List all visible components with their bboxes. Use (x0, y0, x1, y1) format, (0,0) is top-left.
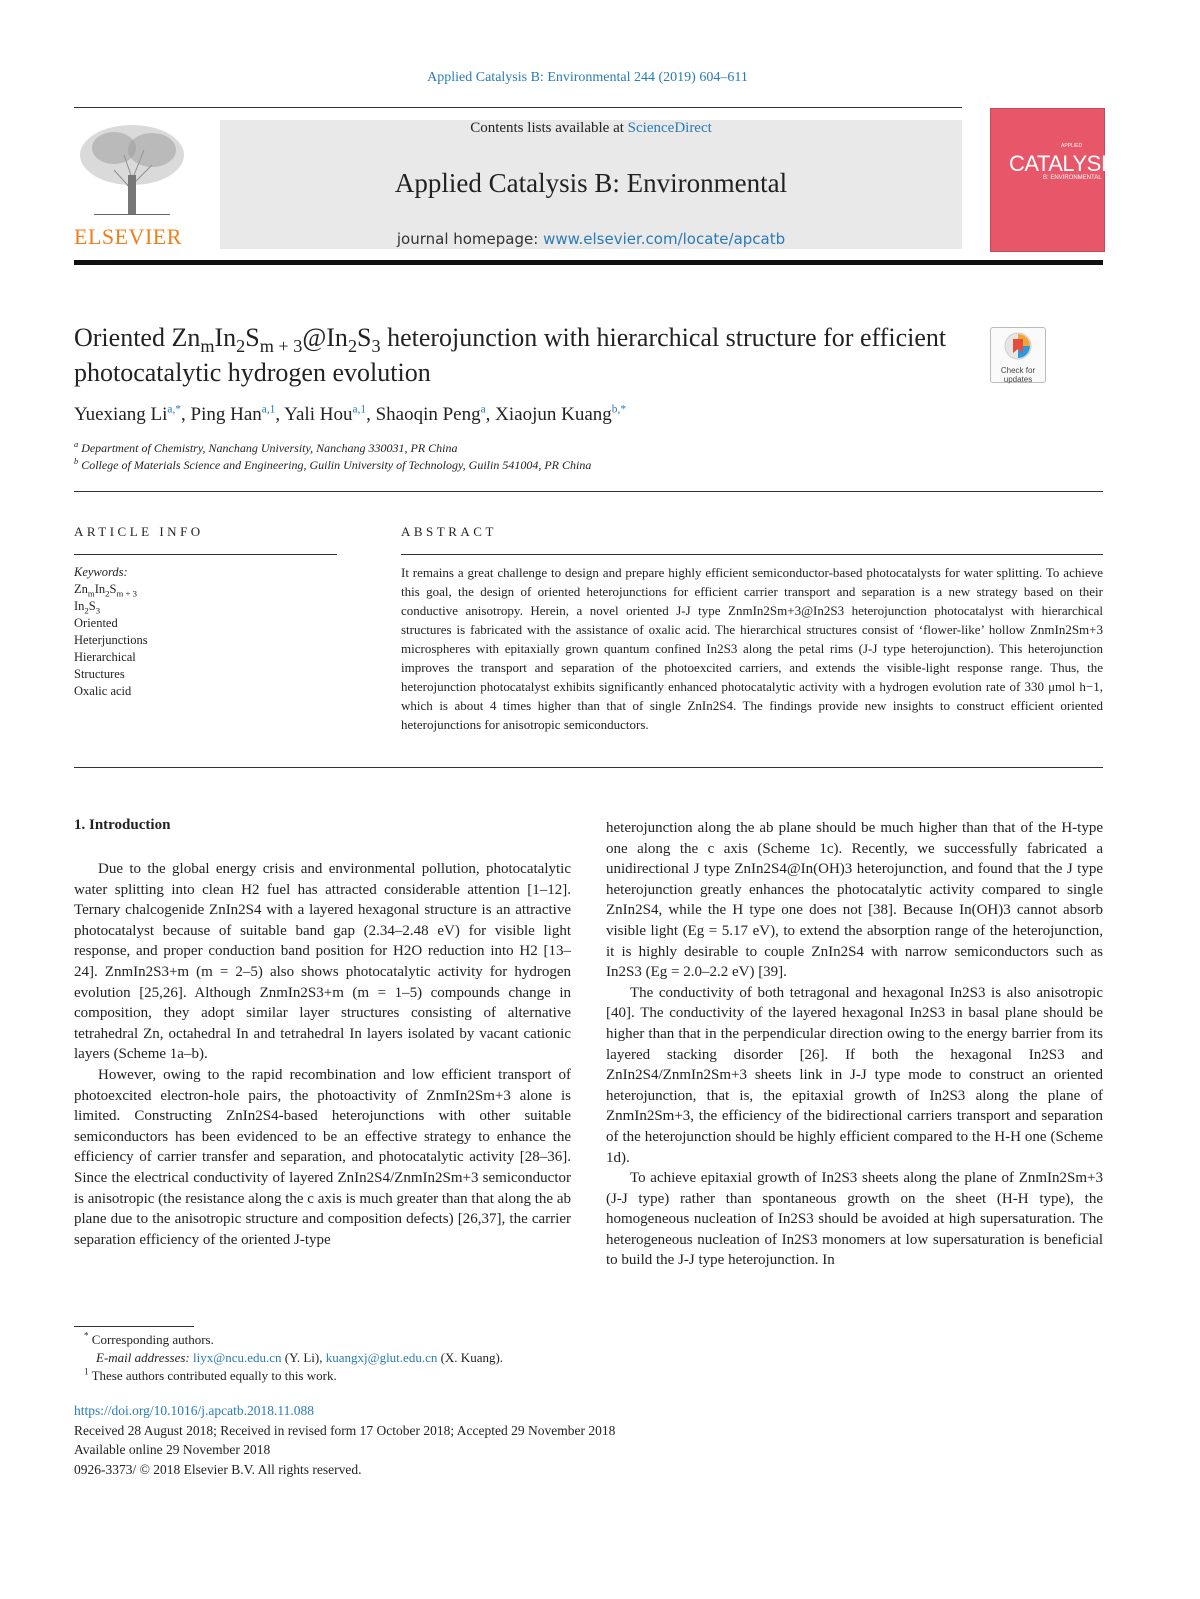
body-column-left (74, 859, 571, 1250)
journal-cover[interactable] (990, 108, 1121, 252)
affiliation-rule (74, 491, 1103, 492)
publication-history: Received 28 August 2018; Received in revised form 17 October 2018; Accepted 29 November 2018 (74, 1422, 616, 1438)
sciencedirect-link[interactable]: ScienceDirect (627, 120, 712, 136)
keyword: Structures (74, 667, 125, 681)
keyword: Oxalic acid (74, 684, 132, 698)
keyword: Oriented (74, 616, 118, 630)
keyword: $Zn_mIn_2S_{m + 3}$ (74, 582, 137, 599)
header-thick-rule (74, 260, 1103, 265)
badge-line1: Check for (1000, 366, 1036, 375)
publisher-wordmark: ELSEVIER (74, 224, 182, 249)
author-name[interactable]: Yali Hou (284, 404, 353, 425)
badge-line2: updates (1003, 375, 1033, 384)
email-link[interactable]: liyx@ncu.edu.cn (193, 1350, 282, 1365)
cover-applied-text: APPLIED (1061, 143, 1083, 149)
keyword: Heterjunctions (74, 633, 148, 647)
journal-name: Applied Catalysis B: Environmental (394, 168, 788, 198)
abstract-text: It remains a great challenge to design and prepare highly efficient semiconductor-based photocatalysts for water splitting. To achieve this goal, the design of oriented heterojunctions for efficient carrier transport and separation is a new strategy based on their conductive anisotropy. Herein, a novel oriented J-J type ZnmIn2Sm+3@In2S3 heterojunction photocatalyst with hierarchical structures is fabricated with the assistance of oxalic acid. The hierarchical structures consist of ‘flower-like’ hollow ZnmIn2Sm+3 microspheres with epitaxially grown quantum confined In2S3 along the petal rims (J-J type heterojunction). This heterojunction improves the transport and separation of the photoexcited carriers, and extends the visible-light response range. Thus, the heterojunction photocatalyst exhibits significantly enhanced photocatalytic activity with a hydrogen evolution rate of 330 μmol h−1, which is about 4 times higher than that of single ZnIn2S4. The findings provide new insights to construct efficient oriented heterojunctions for anisotropic semiconductors. (401, 565, 1103, 732)
section-heading: 1. Introduction (74, 817, 171, 833)
paragraph: Due to the global energy crisis and environmental pollution, photocatalytic water splitting into clean H2 fuel has attracted considerable attention [1–12]. Ternary chalcogenide ZnIn2S4 with a layered hexagonal structure is an attractive photocatalyst because of suitable band gap (2.34–2.48 eV) for visible light response, and proper conduction band position for H2O reduction into H2 [13–24]. ZnmIn2S3+m (m = 2–5) also shows photocatalytic activity for hydrogen evolution [25,26]. Although ZnmIn2S3+m (m = 1–5) compounds change in composition, they adopt similar layer structures consisting of alternative tetrahedral Zn, octahedral In and tetrahedral In layers isolated by vacant cationic layers (Scheme 1a–b). (74, 861, 571, 1063)
doi-link[interactable]: https://doi.org/10.1016/j.apcatb.2018.11.088 (74, 1403, 314, 1418)
check-for-updates-badge[interactable] (990, 327, 1046, 383)
author-name[interactable]: Yuexiang Li (74, 404, 168, 425)
journal-banner (220, 120, 962, 249)
keywords-list (74, 564, 148, 700)
header-rule (74, 107, 962, 108)
body-column-right (606, 818, 1103, 1271)
author-list: Yuexiang $Li^{a,*}$, Ping Han$^{a,1}$, Yali Hou$^{a,1}$, Shaoqin Peng$^a$, Xiaojun Kuang$^{b,*}$ (74, 403, 627, 425)
tree-icon (74, 120, 190, 215)
keyword: Hierarchical (74, 650, 136, 664)
email-link[interactable]: kuangxj@glut.edu.cn (325, 1350, 438, 1365)
abstract-bottom-rule (74, 767, 1103, 768)
affiliation-b: $^b$ College of Materials Science and Engineering, Guilin University of Technology, Guilin 541004, PR China (74, 457, 592, 472)
abstract-heading: ABSTRACT (401, 524, 497, 539)
paragraph: The conductivity of both tetragonal and hexagonal In2S3 is also anisotropic [40]. The conductivity of the layered hexagonal In2S3 in basal plane should be higher than that in the perpendicular direction owing to the energy barrier from its layered stacking disorder [26]. If both the hexagonal In2S3 and ZnIn2S4/ZnmIn2Sm+3 sheets link in J-J type mode to construct an oriented heterojunction, that is, the epitaxial growth of In2S3 along the plane of ZnmIn2Sm+3, the efficiency of the bidirectional carriers transport and separation of the heterojunction should be highly efficient compared to the H-H one (Scheme 1d). (606, 984, 1103, 1166)
article-info-heading: ARTICLE INFO (74, 524, 204, 539)
footnote-rule (74, 1326, 194, 1327)
author-name[interactable]: Ping Han (190, 404, 262, 425)
affiliation-a: $^a$ Department of Chemistry, Nanchang University, Nanchang 330031, PR China (74, 440, 458, 455)
paragraph: To achieve epitaxial growth of In2S3 sheets along the plane of ZnmIn2Sm+3 (J-J type) rather than spontaneous growth on the sheet (H-H type), the homogeneous nucleation of In2S3 should be avoided at high supersaturation. The heterogeneous nucleation of In2S3 monomers at low supersaturation is beneficial to build the J-J type heterojunction. In (606, 1170, 1103, 1269)
bookmark-icon (1003, 331, 1033, 361)
paragraph: However, owing to the rapid recombination and low efficient transport of photoexcited electron-hole pairs, the photoactivity of ZnmIn2Sm+3 alone is limited. Constructing ZnIn2S4-based heterojunctions with other suitable semiconductors has been evidenced to be an effective strategy to enhance the efficiency of carrier transfer and separation, and photocatalytic activity [28–36]. Since the electrical conductivity of layered ZnIn2S4/ZnmIn2Sm+3 semiconductor is anisotropic (the resistance along the c axis is much greater than that along the ab plane due to the anisotropic structure and composition defects) [26,37], the carrier separation efficiency of the oriented J-type (74, 1066, 571, 1248)
elsevier-logo[interactable] (74, 120, 194, 252)
paragraph: heterojunction along the ab plane should be much higher than that of the H-type one along the c axis (Scheme 1c). Recently, we successfully fabricated a unidirectional J type ZnIn2S4@In(OH)3 heterojunction, and found that the J type heterojunction greatly enhances the photocatalytic activity compared to single ZnIn2S4, while the H type one does not [38]. Because In(OH)3 cannot absorb visible light (Eg = 5.17 eV), to extend the absorption range of the heterojunction, it is highly desirable to couple ZnIn2S4 with narrow semiconductors such as In2S3 (Eg = 2.0–2.2 eV) [39]. (606, 820, 1103, 981)
online-date: Available online 29 November 2018 (74, 1442, 271, 1457)
keyword: $In_2S_3$ (74, 599, 101, 616)
journal-citation[interactable]: Applied Catalysis B: Environmental 244 (2019) 604–611 (427, 70, 748, 85)
article-title: Oriented $Zn_mIn_2S_{m + 3}@In_2S_3$ heterojunction with hierarchical structure for efficient photocatalytic hydrogen evolution (74, 323, 947, 387)
copyright: 0926-3373/ © 2018 Elsevier B.V. All rights reserved. (74, 1461, 362, 1477)
keywords-label: Keywords: (74, 565, 128, 579)
author-name[interactable]: Xiaojun Kuang (495, 404, 612, 425)
cover-subtitle: B: ENVIRONMENTAL (1043, 175, 1102, 181)
publication-info (74, 1401, 615, 1479)
homepage-link[interactable]: www.elsevier.com/locate/apcatb (543, 230, 786, 248)
article-info-rule (74, 554, 337, 555)
abstract-rule (401, 554, 1103, 555)
cover-title: CATALYSIS (1009, 151, 1121, 176)
footnotes: * Corresponding authors. E-mail addresses: liyx@ncu.edu.cn (Y. Li), kuangxj@glut.edu.cn (X. Kuang). $^1$ These authors contributed equally to this work. (84, 1330, 504, 1383)
author-name[interactable]: Shaoqin Peng (375, 404, 481, 425)
contents-line: Contents lists available at ScienceDirect (470, 120, 712, 136)
journal-homepage: journal homepage: www.elsevier.com/locate/apcatb (396, 230, 786, 248)
